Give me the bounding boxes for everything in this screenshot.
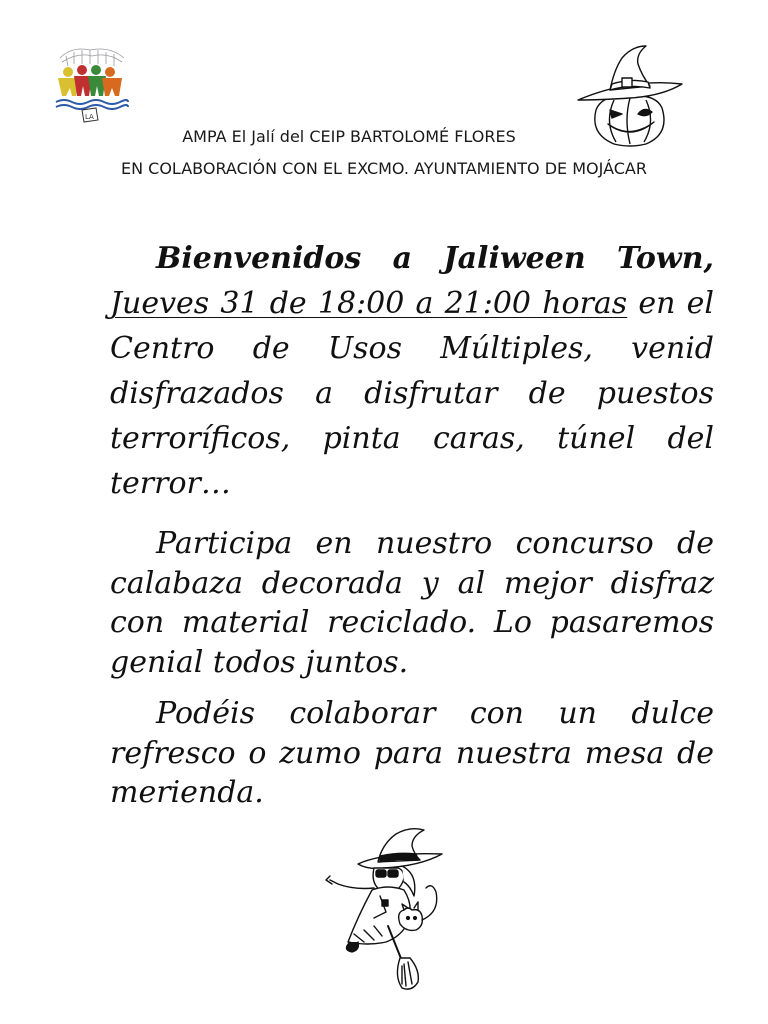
- event-date-time: Jueves 31 de 18:00 a 21:00 horas: [110, 286, 628, 321]
- welcome-title: Bienvenidos a Jaliween Town,: [156, 241, 714, 276]
- ampa-logo: [52, 44, 130, 124]
- paragraph-welcome: [110, 236, 714, 506]
- paragraph-snacks: [110, 694, 714, 813]
- snacks-text: Podéis colaborar con un dulce refresco o zumo para nuestra mesa de merienda.: [110, 696, 714, 810]
- witch-on-broom-illustration: [324, 826, 448, 994]
- header-line-collaboration: EN COLABORACIÓN CON EL EXCMO. AYUNTAMIENTO DE MOJÁCAR: [121, 159, 647, 178]
- logo-book-label: LA: [85, 113, 94, 121]
- contest-text: Participa en nuestro concurso de calabaza decorada y al mejor disfraz con material reciclado. Lo pasaremos genial todos juntos.: [110, 526, 714, 680]
- welcome-details: en el Centro de Usos Múltiples, venid disfrazados a disfrutar de puestos terroríficos, pinta caras, túnel del terror…: [110, 286, 714, 501]
- header-line-organization: AMPA El Jalí del CEIP BARTOLOMÉ FLORES: [182, 127, 516, 146]
- paragraph-contest: [110, 524, 714, 682]
